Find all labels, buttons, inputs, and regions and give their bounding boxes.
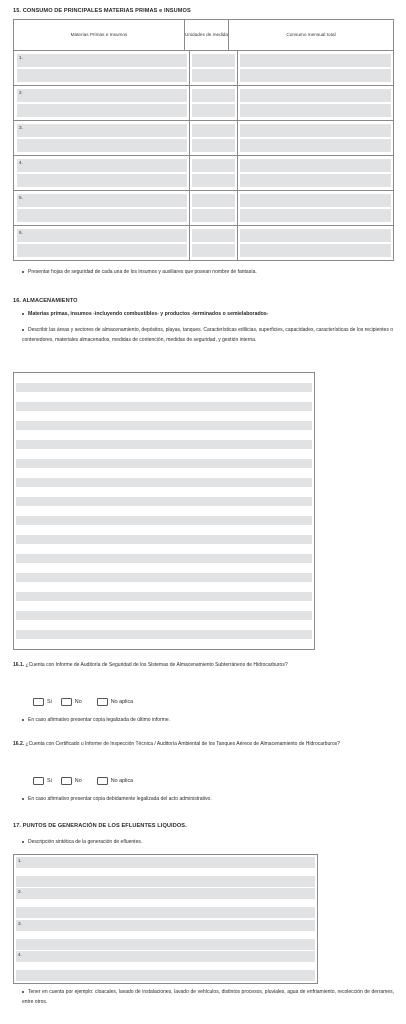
storage-description-field[interactable]	[13, 372, 315, 650]
text-line[interactable]	[16, 554, 312, 563]
unit-cell	[190, 191, 238, 225]
input-field[interactable]	[240, 104, 391, 117]
input-field[interactable]	[17, 104, 187, 117]
input-field[interactable]	[240, 54, 391, 67]
consumption-cell	[238, 156, 393, 190]
input-field[interactable]	[17, 69, 187, 82]
row-number: 3.	[18, 920, 22, 926]
table-row	[14, 86, 393, 121]
consumption-cell	[238, 121, 393, 155]
q162-note	[22, 795, 212, 804]
row-number: 5.	[19, 194, 23, 200]
table-row	[14, 156, 393, 191]
text-line[interactable]	[16, 440, 312, 449]
unit-cell	[190, 156, 238, 190]
option-no-aplica-label: No aplica	[110, 778, 134, 784]
bullet-icon	[22, 271, 24, 273]
s16-bullet-2-text: Describir las áreas y sectores de almacenamiento, depósitos, playas, tanques. Características edilicias, superficies, capacidades, características de los recipientes o contenedores, materiales almacenados, medidas de contención, medidas de seguridad, y gestión interna.	[22, 327, 393, 343]
effluent-row	[16, 888, 315, 918]
col-header-monthly-consumption: Consumo mensual total	[286, 32, 336, 37]
input-field[interactable]	[192, 194, 235, 207]
unit-cell	[190, 51, 238, 85]
s15-note-text: Presentar hojas de seguridad de cada una de los insumos y auxiliares que posean nombre de fantasía.	[28, 269, 257, 275]
s17-note	[22, 988, 394, 1007]
text-line[interactable]	[16, 611, 312, 620]
input-field[interactable]	[17, 159, 187, 172]
input-field[interactable]	[16, 920, 315, 931]
bullet-icon	[22, 841, 24, 843]
consumption-cell	[238, 86, 393, 120]
bullet-icon	[22, 798, 24, 800]
input-field[interactable]	[240, 229, 391, 242]
checkbox[interactable]	[61, 698, 72, 706]
text-line[interactable]	[16, 383, 312, 392]
text-line[interactable]	[16, 497, 312, 506]
table-row	[14, 121, 393, 156]
input-field[interactable]	[240, 89, 391, 102]
input-field[interactable]	[240, 124, 391, 137]
bullet-icon	[22, 719, 24, 721]
option-no-aplica-label: No aplica	[110, 699, 134, 705]
question-16-2	[13, 740, 393, 750]
option-no-label: No	[74, 778, 82, 784]
effluent-row	[16, 920, 315, 950]
text-line[interactable]	[16, 459, 312, 468]
text-line[interactable]	[16, 535, 312, 544]
input-field[interactable]	[240, 159, 391, 172]
row-number: 1.	[18, 858, 22, 863]
table-row	[14, 191, 393, 226]
row-number: 2.	[19, 89, 23, 95]
question-16-1-text: ¿Cuenta con Informe de Auditoría de Seguridad de los Sistemas de Almacenamiento Subterráneos de Hidrocarburos?	[25, 662, 288, 668]
option-si-label: Si	[47, 699, 52, 705]
question-16-1	[13, 661, 393, 671]
material-cell	[14, 121, 190, 155]
material-cell	[14, 226, 190, 260]
input-field[interactable]	[192, 209, 235, 222]
text-line[interactable]	[16, 402, 312, 411]
input-field[interactable]	[192, 69, 235, 82]
input-field[interactable]	[240, 194, 391, 207]
checkbox[interactable]	[33, 777, 44, 785]
consumption-cell	[238, 51, 393, 85]
question-16-1-options	[33, 698, 142, 706]
s16-bullet-2	[22, 326, 393, 345]
text-line[interactable]	[16, 630, 312, 639]
col-header-materials: Materias Primas e Insumos	[14, 20, 185, 50]
s17-note-text: Tener en cuenta por ejemplo: cloacales, lavado de instalaciones, lavado de vehículos, distintos procesos, pluviales, agua de enfriamiento, recolección de derrames, entre otros.	[22, 989, 394, 1005]
section-17-title: 17. PUNTOS DE GENERACIÓN DE LOS EFLUENTES LIQUIDOS.	[13, 823, 187, 829]
effluent-row	[16, 951, 315, 981]
text-line[interactable]	[16, 421, 312, 430]
row-number: 6.	[19, 229, 23, 235]
input-field[interactable]	[16, 888, 315, 899]
input-field[interactable]	[192, 89, 235, 102]
input-field[interactable]	[16, 970, 315, 981]
unit-cell	[190, 226, 238, 260]
unit-cell	[190, 121, 238, 155]
checkbox[interactable]	[33, 698, 44, 706]
material-cell	[14, 51, 190, 85]
option-no-label: No	[74, 699, 82, 705]
input-field[interactable]	[17, 174, 187, 187]
s17-bullet-text: Descripción sintética de la generación de efluentes.	[28, 839, 143, 845]
section-15-title: 15. CONSUMO DE PRINCIPALES MATERIAS PRIMAS e INSUMOS	[13, 8, 191, 14]
row-number: 3.	[19, 124, 23, 130]
material-cell	[14, 191, 190, 225]
input-field[interactable]	[16, 907, 315, 918]
input-field[interactable]	[240, 209, 391, 222]
checkbox[interactable]	[97, 698, 108, 706]
table-header	[14, 20, 393, 51]
option-si[interactable]	[33, 698, 52, 706]
col-header-units: Unidades de medida	[185, 20, 229, 50]
consumption-cell	[238, 226, 393, 260]
input-field[interactable]	[17, 194, 187, 207]
s16-bullet-1	[22, 310, 268, 319]
input-field[interactable]	[16, 857, 315, 868]
input-field[interactable]	[16, 951, 315, 962]
question-16-1-number: 16.1.	[13, 662, 25, 668]
question-16-2-number: 16.2.	[13, 741, 25, 747]
checkbox[interactable]	[61, 777, 72, 785]
table-row	[14, 226, 393, 260]
option-si-label: Si	[47, 778, 52, 784]
input-field[interactable]	[17, 209, 187, 222]
text-line[interactable]	[16, 592, 312, 601]
input-field[interactable]	[17, 139, 187, 152]
checkbox[interactable]	[97, 777, 108, 785]
input-field[interactable]	[16, 939, 315, 950]
input-field[interactable]	[192, 244, 235, 257]
input-field[interactable]	[17, 124, 187, 137]
input-field[interactable]	[240, 244, 391, 257]
unit-cell	[190, 86, 238, 120]
input-field[interactable]	[192, 104, 235, 117]
option-no-aplica[interactable]	[97, 698, 133, 706]
raw-materials-table	[13, 19, 394, 261]
input-field[interactable]	[192, 174, 235, 187]
text-line[interactable]	[16, 573, 312, 582]
bullet-icon	[22, 991, 24, 993]
option-no-aplica[interactable]	[97, 777, 133, 785]
row-number: 1.	[19, 54, 23, 60]
row-number: 4.	[18, 951, 22, 957]
input-field[interactable]	[192, 139, 235, 152]
input-field[interactable]	[16, 876, 315, 887]
input-field[interactable]	[240, 69, 391, 82]
s16-bullet-1-text: Materias primas, insumos -incluyendo combustibles- y productos -terminados o semielaborados-	[28, 311, 269, 317]
q161-note-text: En caso afirmativo presentar copia legalizada de último informe.	[28, 717, 171, 723]
input-field[interactable]	[192, 159, 235, 172]
row-number: 2.	[18, 889, 22, 895]
q162-note-text: En caso afirmativo presentar copia debidamente legalizada del acto administrativo.	[28, 796, 212, 802]
table-row	[14, 51, 393, 86]
effluents-table	[13, 854, 318, 984]
material-cell	[14, 86, 190, 120]
input-field[interactable]	[17, 54, 187, 67]
input-field[interactable]	[17, 89, 187, 102]
s17-bullet	[22, 838, 142, 847]
q161-note	[22, 716, 170, 725]
s15-note	[22, 268, 257, 277]
question-16-2-text: ¿Cuenta con Certificado u Informe de Inspección Técnica / Auditoría Ambiental de los Tanques Aéreos de Almacenamiento de Hidrocarburos?	[25, 741, 340, 747]
row-number: 4.	[19, 159, 23, 165]
input-field[interactable]	[192, 124, 235, 137]
option-no[interactable]	[61, 698, 82, 706]
bullet-icon	[22, 313, 24, 315]
option-no[interactable]	[61, 777, 82, 785]
input-field[interactable]	[192, 54, 235, 67]
input-field[interactable]	[17, 229, 187, 242]
question-16-2-options	[33, 777, 142, 785]
effluent-row	[16, 857, 315, 887]
bullet-icon	[22, 329, 24, 331]
text-line[interactable]	[16, 478, 312, 487]
input-field[interactable]	[17, 244, 187, 257]
input-field[interactable]	[240, 174, 391, 187]
material-cell	[14, 156, 190, 190]
option-si[interactable]	[33, 777, 52, 785]
input-field[interactable]	[192, 229, 235, 242]
input-field[interactable]	[240, 139, 391, 152]
consumption-cell	[238, 191, 393, 225]
section-16-title: 16. ALMACENAMIENTO	[13, 298, 78, 304]
text-line[interactable]	[16, 516, 312, 525]
